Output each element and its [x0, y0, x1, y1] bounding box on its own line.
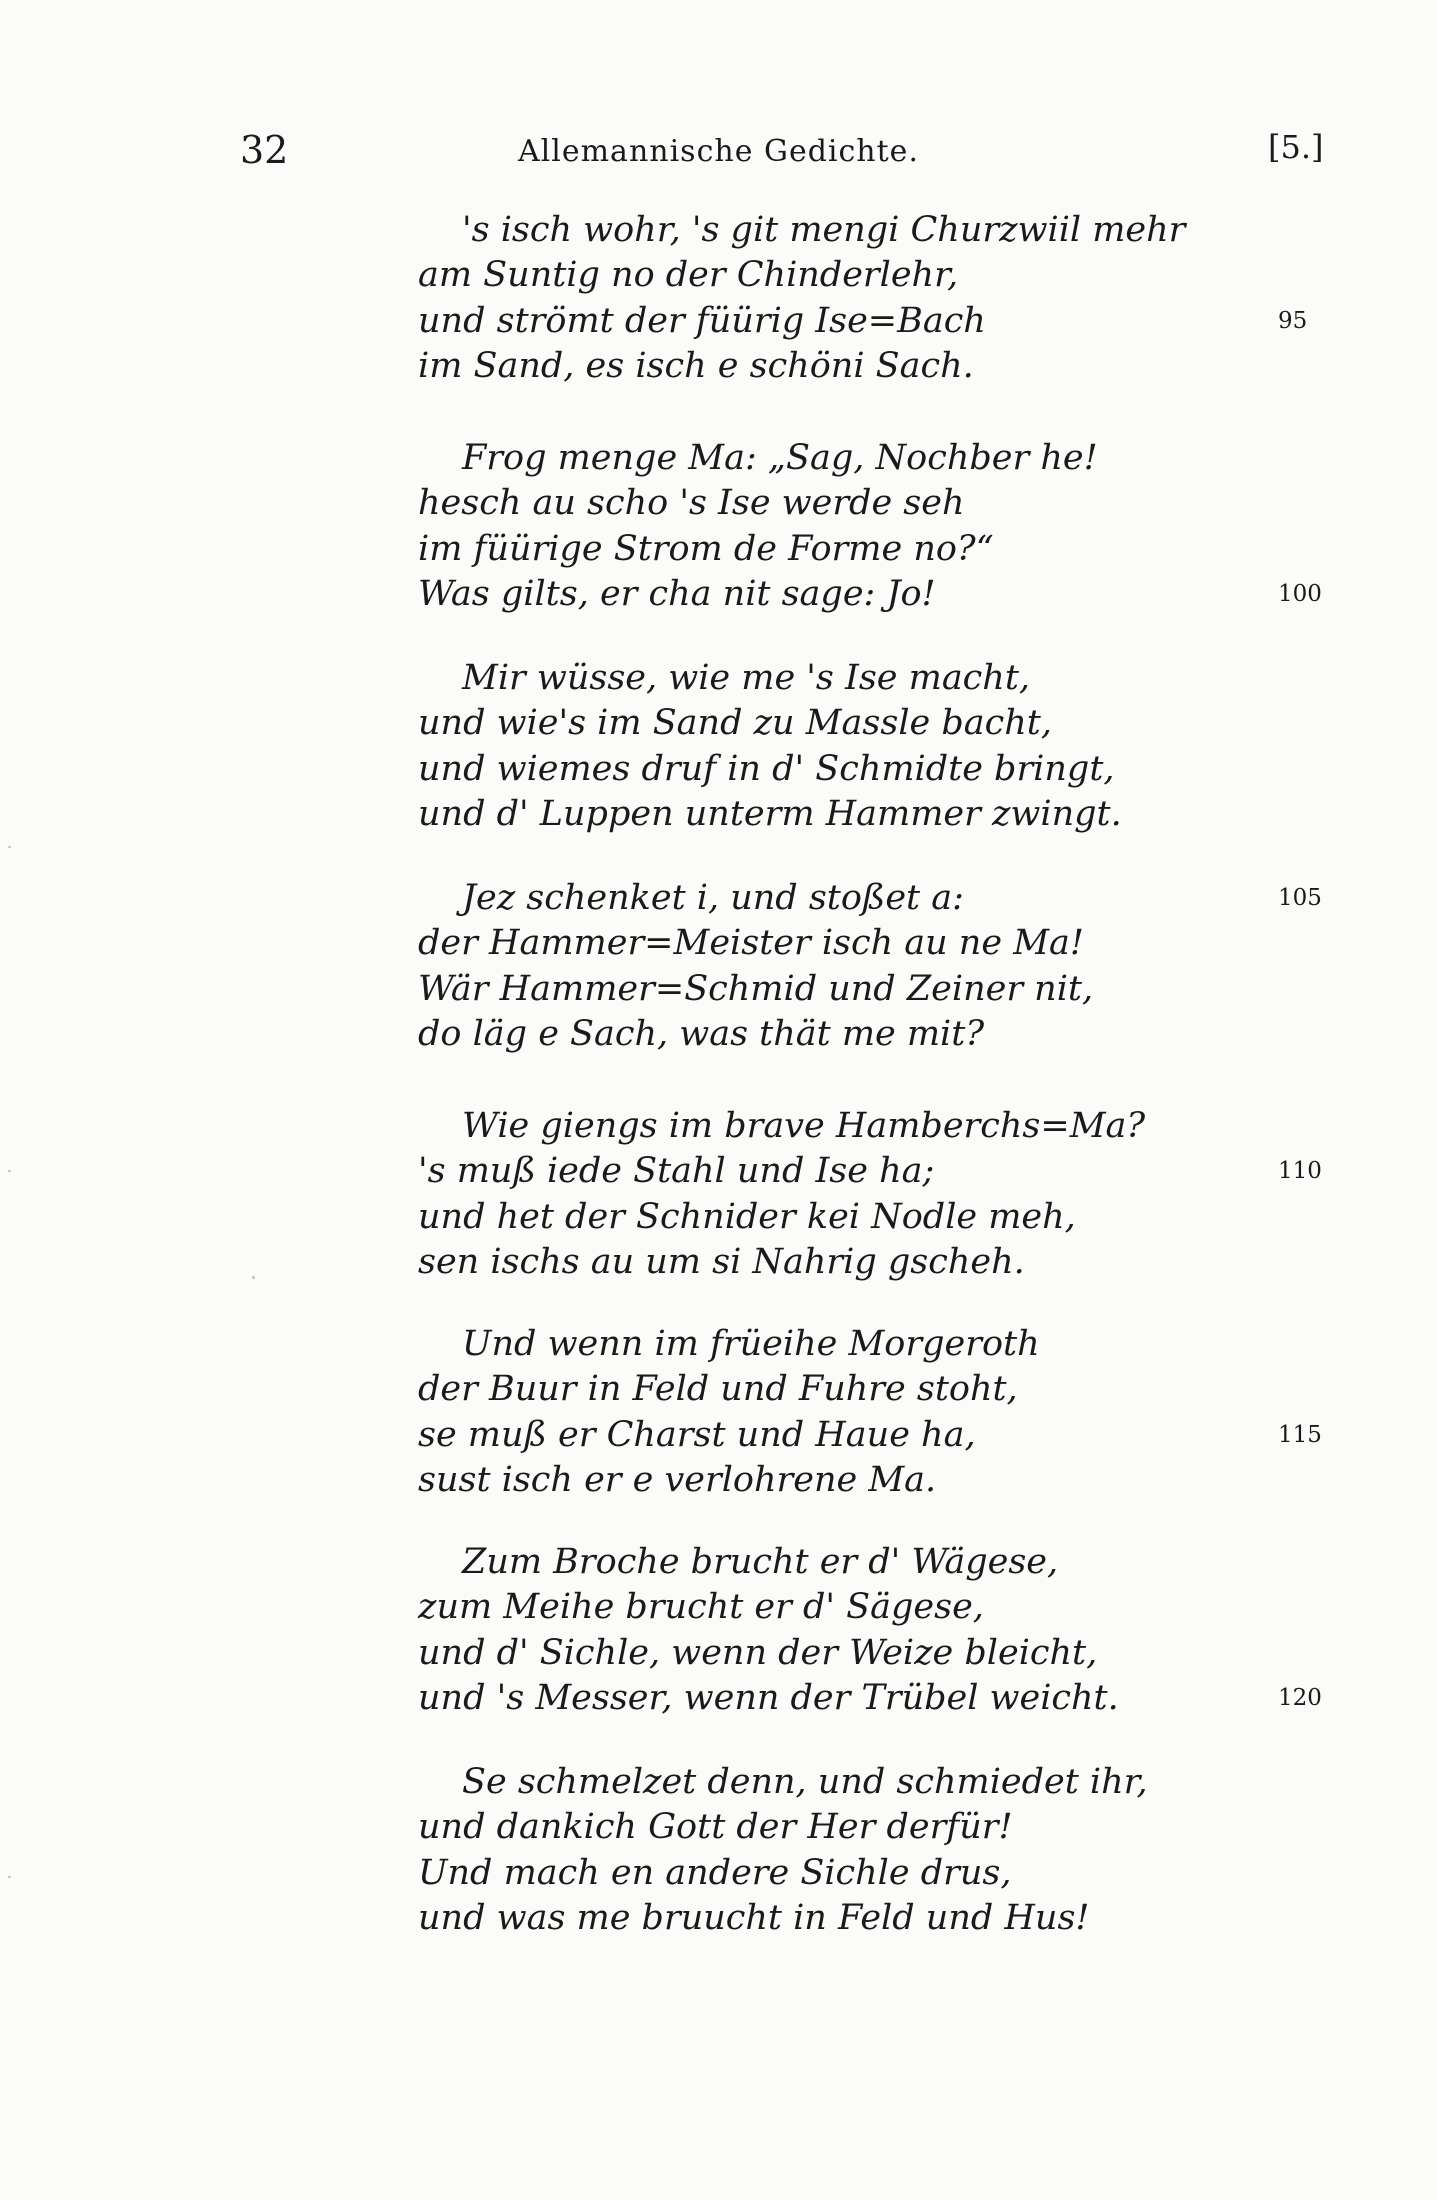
verse-line: und d' Luppen unterm Hammer zwingt.	[418, 794, 1122, 835]
verse-line: Jez schenket i, und stoßet a:	[462, 878, 964, 918]
stanza	[418, 656, 1298, 838]
line-number: 120	[1278, 1685, 1322, 1711]
verse-line: und het der Schnider kei Nodle meh,	[418, 1196, 1076, 1237]
verse-line: Und mach en andere Sichle drus,	[418, 1852, 1012, 1893]
verse-line: Zum Broche brucht er d' Wägese,	[462, 1542, 1059, 1582]
verse-line: 's muß iede Stahl und Ise ha;	[418, 1151, 935, 1192]
stanza	[418, 208, 1298, 390]
verse-line: hesch au scho 's Ise werde seh	[418, 483, 965, 524]
scan-speck	[8, 846, 11, 848]
line-number: 115	[1278, 1422, 1322, 1448]
scan-speck	[8, 1170, 11, 1172]
sheet-signature: [5.]	[1268, 128, 1324, 166]
verse-line: im füürige Strom de Forme no?“	[418, 528, 994, 569]
running-title: Allemannische Gedichte.	[518, 134, 919, 169]
line-number: 110	[1278, 1158, 1322, 1184]
verse-line: Wie giengs im brave Hamberchs=Ma?	[462, 1106, 1146, 1146]
verse-line: zum Meihe brucht er d' Sägese,	[418, 1587, 984, 1628]
line-number: 95	[1278, 308, 1308, 334]
verse-line: und wie's im Sand zu Massle bacht,	[418, 703, 1052, 744]
line-number: 105	[1278, 885, 1322, 911]
verse-line: der Hammer=Meister isch au ne Ma!	[418, 923, 1084, 964]
verse-line: se muß er Charst und Haue ha,	[418, 1414, 976, 1455]
stanza	[418, 1104, 1298, 1286]
verse-line: im Sand, es isch e schöni Sach.	[418, 346, 974, 387]
verse-line: 's isch wohr, 's git mengi Churzwiil mehr	[462, 210, 1186, 250]
verse-line: und dankich Gott der Her derfür!	[418, 1807, 1013, 1848]
page-number: 32	[240, 128, 289, 172]
verse-line: und d' Sichle, wenn der Weize bleicht,	[418, 1632, 1098, 1673]
verse-line: und wiemes druf in d' Schmidte bringt,	[418, 748, 1115, 789]
scan-speck	[252, 1276, 255, 1279]
stanza	[418, 436, 1298, 618]
verse-line: do läg e Sach, was thät me mit?	[418, 1014, 985, 1055]
verse-line: Und wenn im früeihe Morgeroth	[462, 1324, 1040, 1364]
stanza	[418, 1760, 1298, 1942]
verse-line: Frog menge Ma: „Sag, Nochber he!	[462, 438, 1098, 478]
verse-line: Se schmelzet denn, und schmiedet ihr,	[462, 1762, 1148, 1802]
scan-speck	[8, 1876, 11, 1878]
verse-line: Mir wüsse, wie me 's Ise macht,	[462, 658, 1031, 698]
verse-line: der Buur in Feld und Fuhre stoht,	[418, 1369, 1018, 1410]
verse-line: und strömt der füürig Ise=Bach	[418, 300, 986, 341]
verse-line: und 's Messer, wenn der Trübel weicht.	[418, 1678, 1119, 1719]
verse-line: Was gilts, er cha nit sage: Jo!	[418, 574, 936, 615]
stanza	[418, 1322, 1298, 1504]
verse-line: sust isch er e verlohrene Ma.	[418, 1460, 937, 1501]
verse-line: Wär Hammer=Schmid und Zeiner nit,	[418, 968, 1094, 1009]
page-header	[0, 128, 1437, 178]
stanza	[418, 876, 1298, 1058]
stanza	[418, 1540, 1298, 1722]
verse-line: und was me bruucht in Feld und Hus!	[418, 1898, 1090, 1939]
verse-line: am Suntig no der Chinderlehr,	[418, 255, 959, 296]
line-number: 100	[1278, 581, 1322, 607]
verse-line: sen ischs au um si Nahrig gscheh.	[418, 1242, 1025, 1283]
